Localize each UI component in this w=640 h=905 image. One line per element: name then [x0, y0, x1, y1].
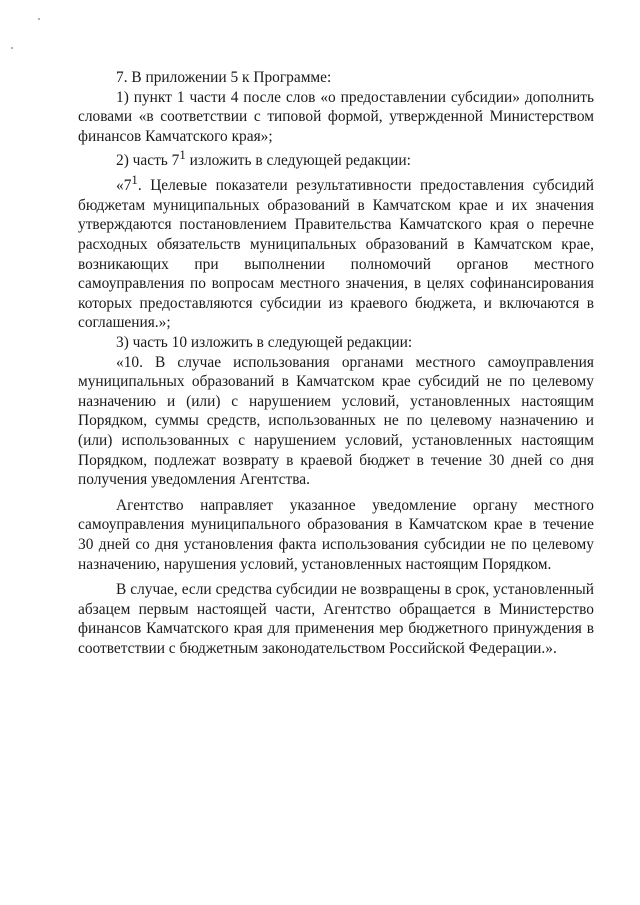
paragraph-enforcement: В случае, если средства субсидии не возвращены в срок, установленный абзацем первым настоящей части, Агентство обращается в Министерство финансов Камчатского края для применения мер бюджетного принуждения в соответствии с бюджетным законодательством Российской Федерации.».	[78, 581, 594, 657]
paragraph-agency-notice: Агентство направляет указанное уведомление органу местного самоуправления муниципального образования в Камчатском крае в течение 30 дней со дня установления факта использования субсидии не по целевому назначению, нарушения условий, установленных настоящим Порядком.	[78, 496, 594, 573]
quote-7-1-text: . Целевые показатели результативности предоставления субсидий бюджетам муниципальных образований в Камчатском крае и их значения утверждаются постановлением Правительства Камчатского края о перечне расходных обязательств муниципальных образований в Камчатском крае, возникающих при выполнении полномочий органов местного самоуправления по вопросам местного значения, в целях софинансирования которых предоставляются субсидии из краевого бюджета, и включаются в соглашения.»;	[78, 177, 594, 332]
document-body	[78, 68, 594, 658]
paragraph-item-1: 1) пункт 1 части 4 после слов «о предоставлении субсидии» дополнить словами «в соответствии с типовой формой, утвержденной Министерством финансов Камчатского края»;	[78, 88, 594, 145]
paragraph-quote-7-1	[78, 171, 594, 333]
quote-7-1-superscript: 1	[131, 173, 138, 188]
scan-speck	[11, 47, 13, 49]
paragraph-item-2	[78, 146, 594, 171]
item-2-superscript: 1	[179, 148, 186, 163]
paragraph-item-3: 3) часть 10 изложить в следующей редакции:	[116, 333, 413, 351]
item-2-text-tail: изложить в следующей редакции:	[185, 152, 411, 170]
quote-7-1-prefix: «7	[116, 177, 132, 195]
paragraph-quote-10: «10. В случае использования органами местного самоуправления муниципальных образований в Камчатском крае субсидий не по целевому назначению и (или) с нарушением условий, установленных настоящим Порядком, суммы средств, использованных не по целевому назначению и (или) использованных с нарушением условий, установленных настоящим Порядком, подлежат возврату в краевой бюджет в течение 30 дней со дня получения уведомления Агентства.	[78, 353, 594, 489]
paragraph-intro: 7. В приложении 5 к Программе:	[116, 69, 332, 86]
scan-speck	[38, 18, 40, 20]
item-2-text: 2) часть 7	[116, 152, 180, 170]
